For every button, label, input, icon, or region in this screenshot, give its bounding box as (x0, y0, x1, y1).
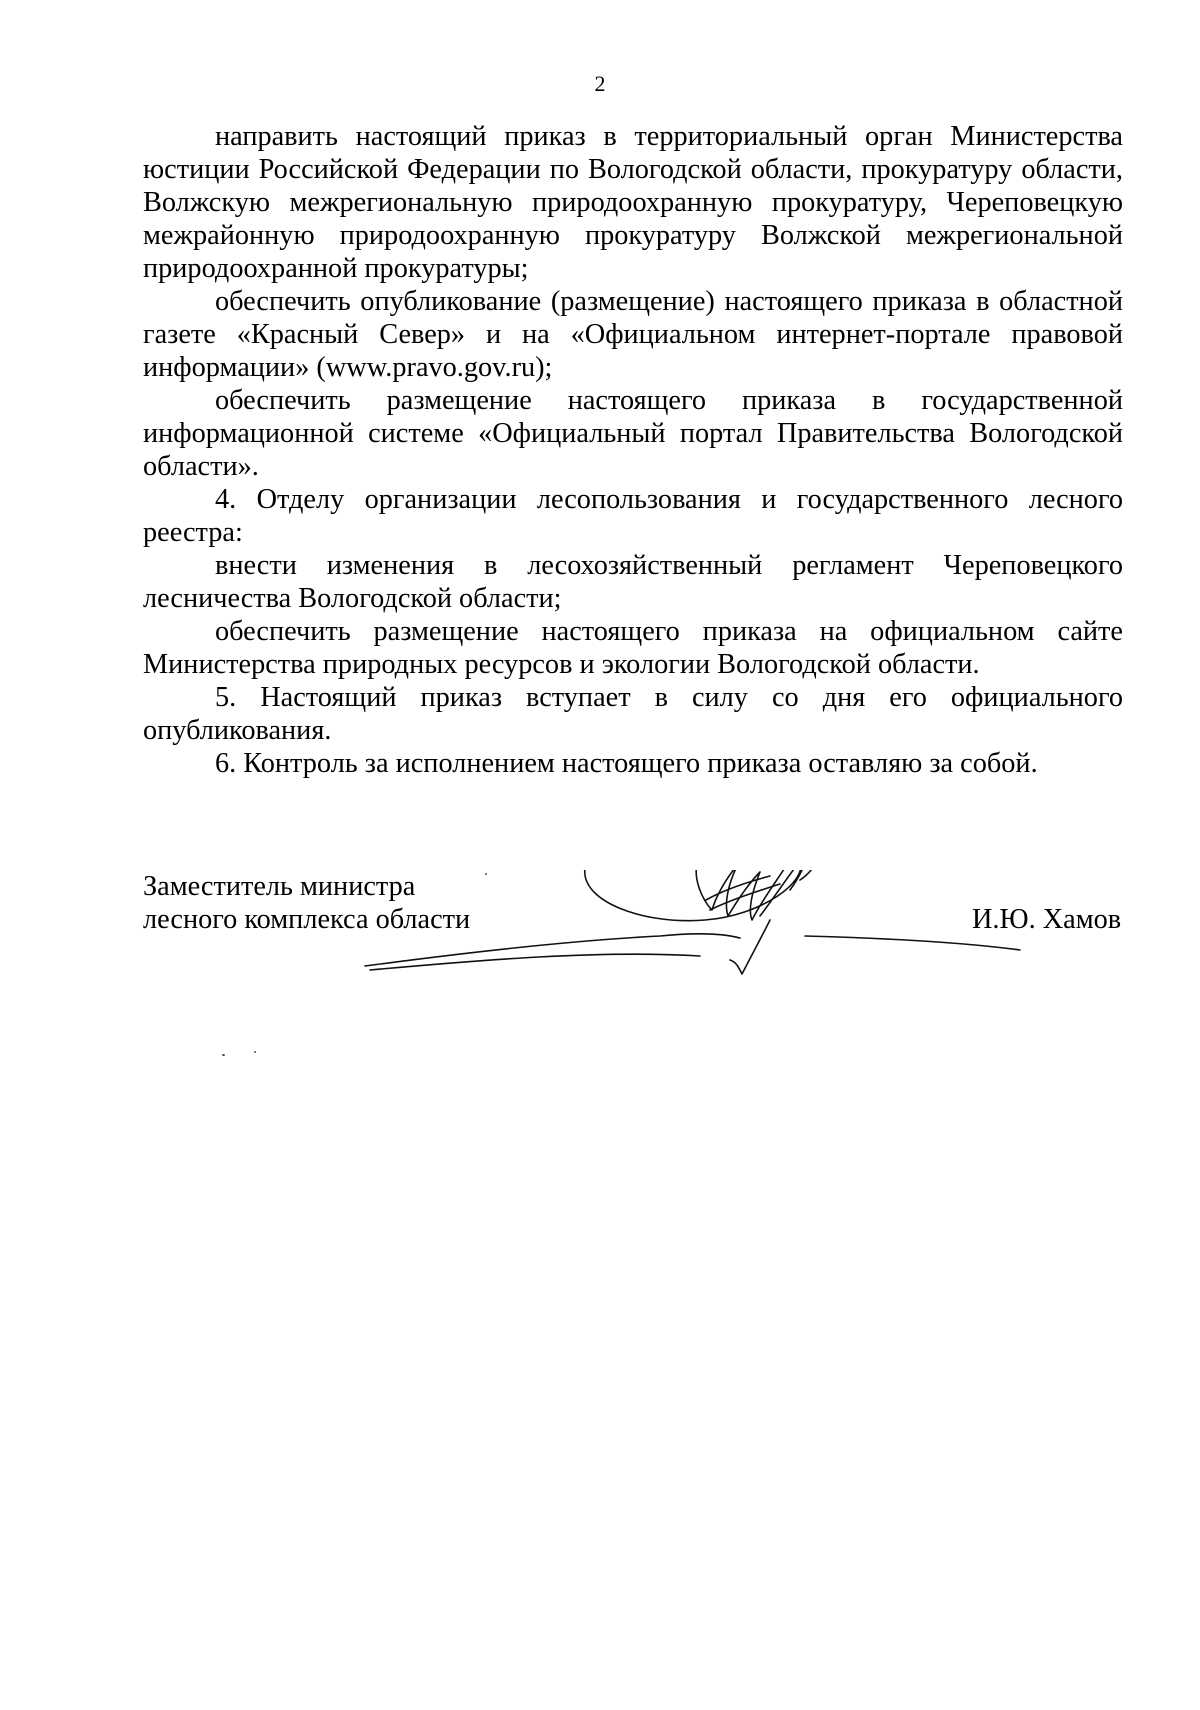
signatory-title-line2: лесного комплекса области (143, 904, 471, 935)
signatory-title (143, 870, 470, 936)
paragraph-website-placement: обеспечить размещение настоящего приказа на официальном сайте Министерства природных ресурсов и экологии Вологодской области. (143, 616, 1123, 680)
paragraph-regulation-changes: внести изменения в лесохозяйственный регламент Череповецкого лесничества Вологодской области; (143, 550, 1123, 614)
paragraph-item-4: 4. Отделу организации лесопользования и государственного лесного реестра: (143, 484, 1123, 548)
page-number: 2 (594, 71, 606, 96)
paragraph-item-5: 5. Настоящий приказ вступает в силу со дня его официального опубликования. (143, 682, 1123, 746)
signature-block (0, 870, 1200, 1000)
signatory-name: И.Ю. Хамов (972, 904, 1122, 935)
scan-speck (254, 1051, 256, 1053)
document-body (143, 120, 1123, 780)
paragraph-item-6: 6. Контроль за исполнением настоящего приказа оставляю за собой. (215, 748, 1038, 779)
scan-speck (222, 1054, 225, 1056)
paragraph-send-order: направить настоящий приказ в территориальный орган Министерства юстиции Российской Федерации по Вологодской области, прокуратуру области, Волжскую межрегиональную природоохранную прокуратуру, Череповецкую межрайонную природоохранную прокуратуру Волжской межрегиональной природоохранной прокуратуры; (143, 121, 1123, 284)
paragraph-publication: обеспечить опубликование (размещение) настоящего приказа в областной газете «Красный Север» и на «Официальном интернет-портале правовой информации» (www.pravo.gov.ru); (143, 286, 1123, 383)
paragraph-gis-placement: обеспечить размещение настоящего приказа в государственной информационной системе «Официальный портал Правительства Вологодской области». (143, 385, 1123, 482)
signatory-title-line1: Заместитель министра (143, 871, 416, 902)
scan-speck (485, 873, 487, 875)
